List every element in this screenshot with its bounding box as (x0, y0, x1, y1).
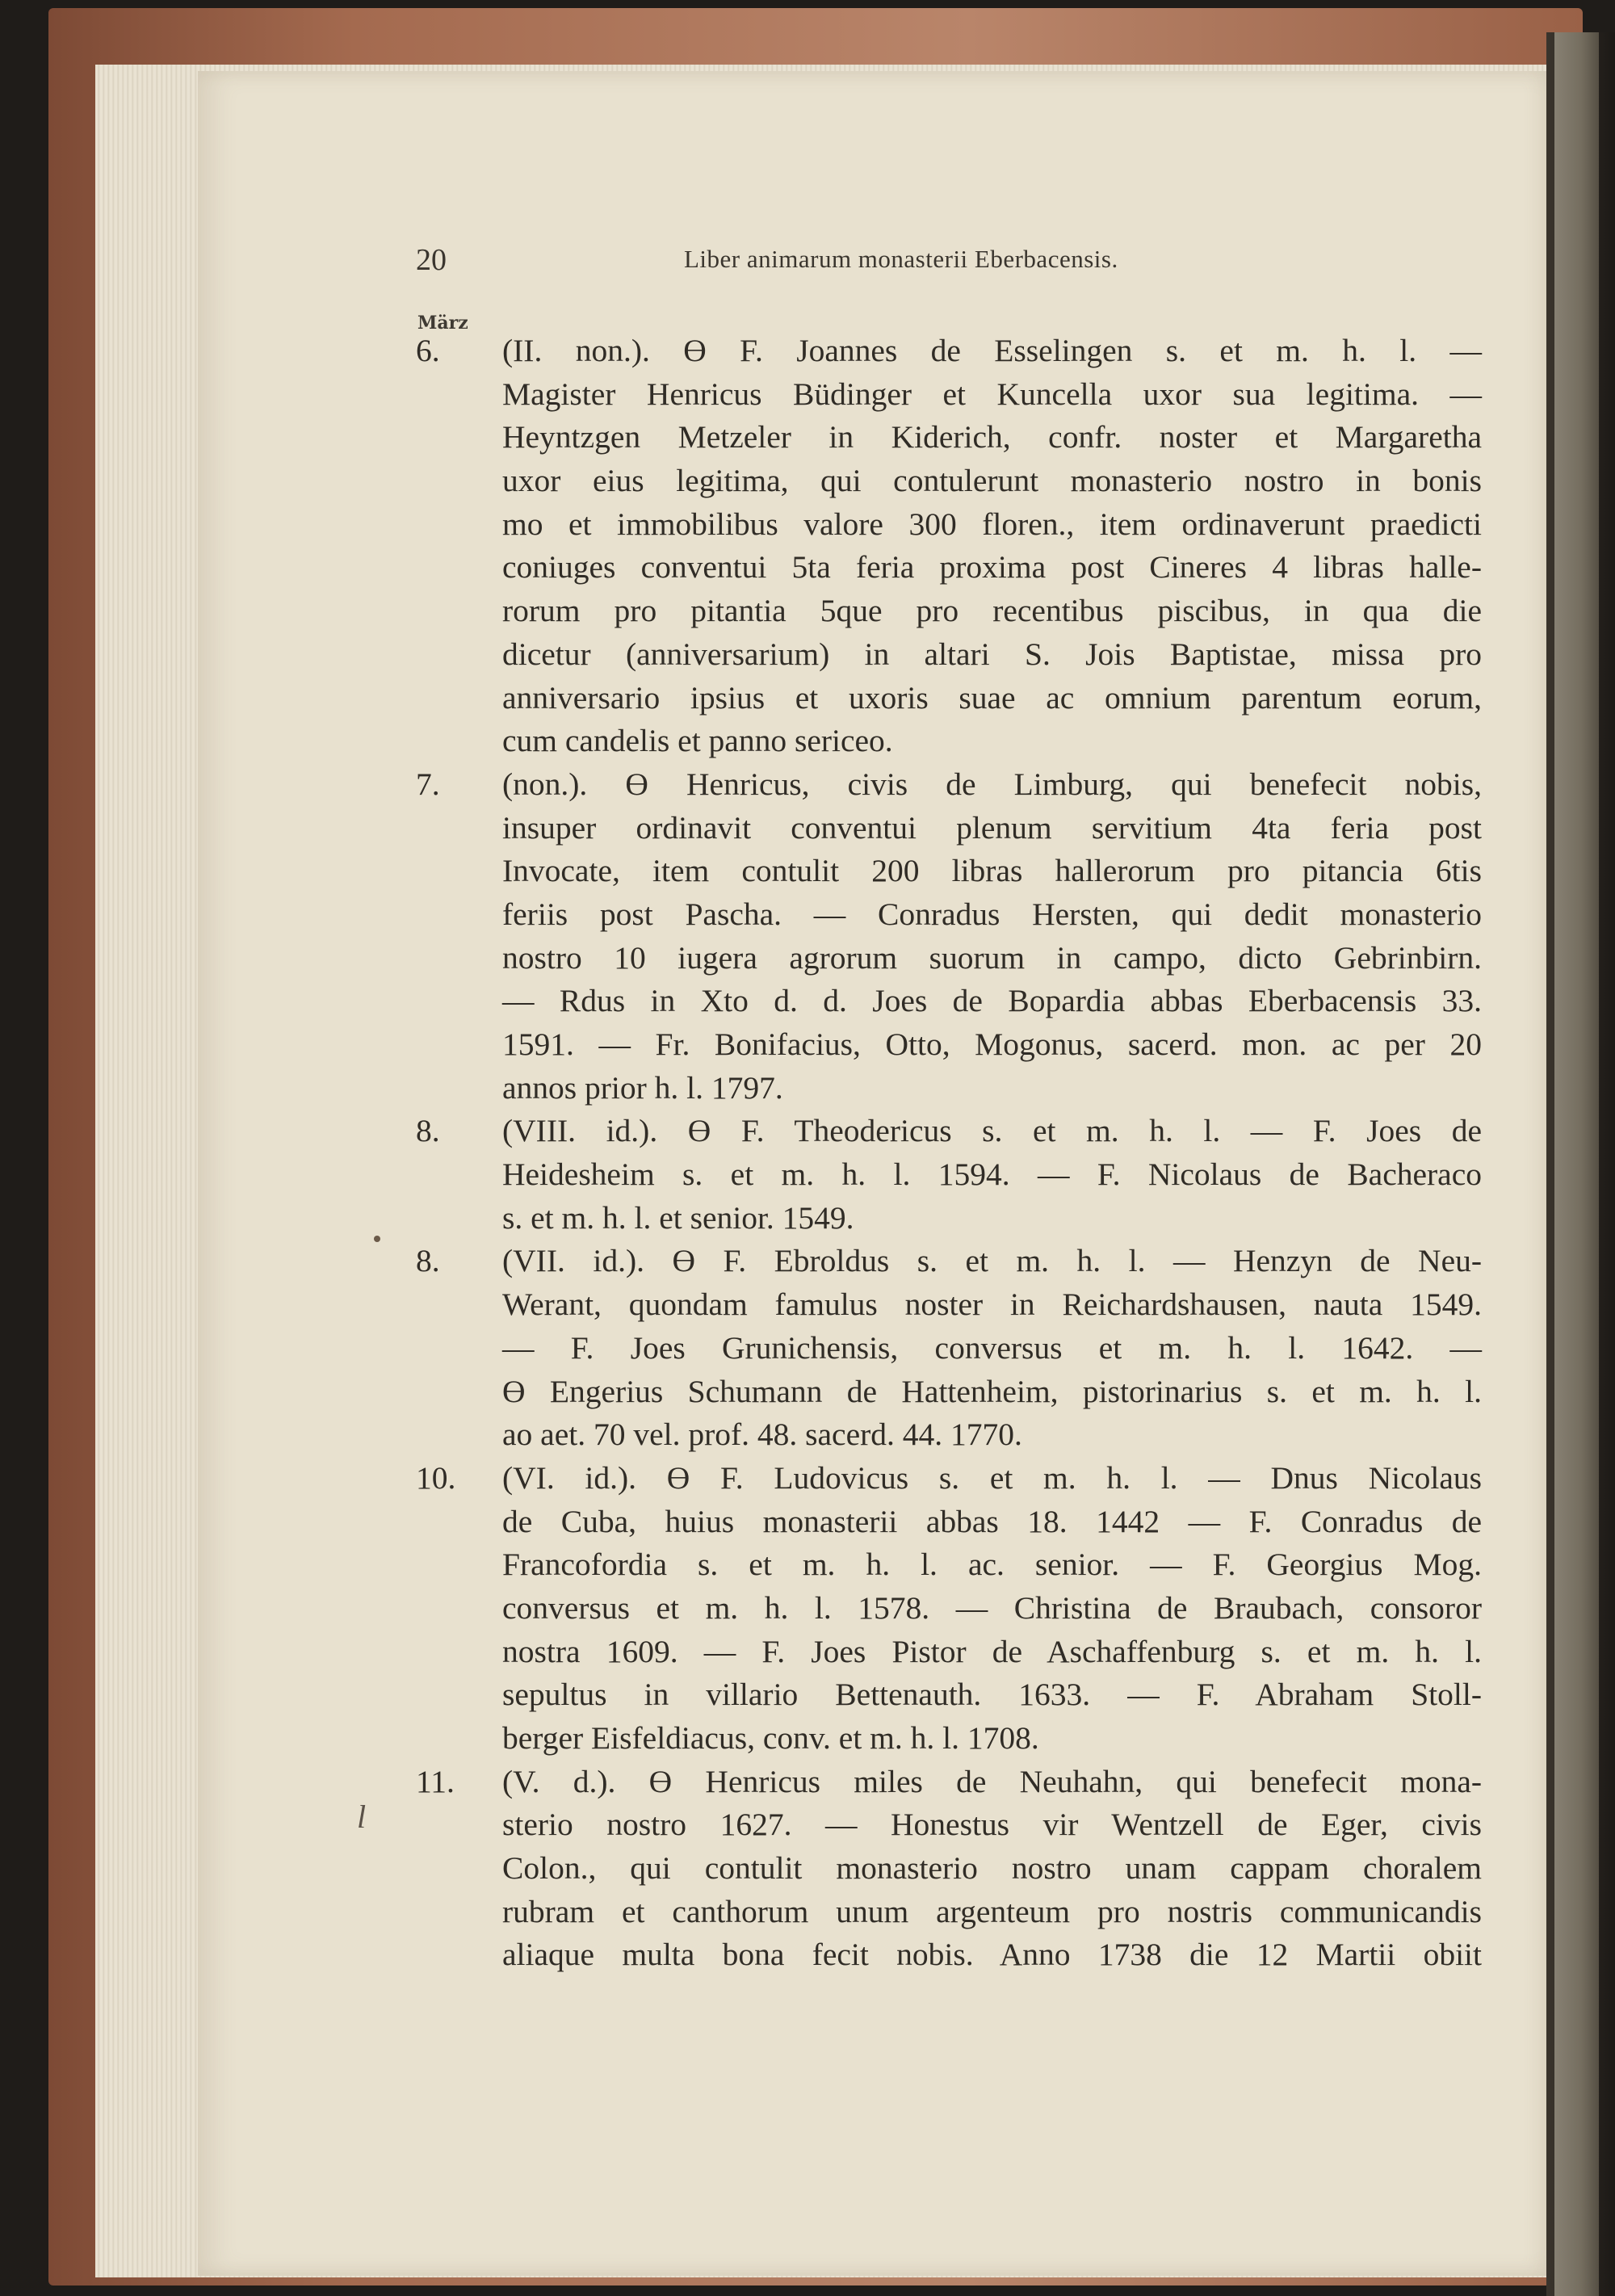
entry-line-text: (non.). ϴ Henricus, civis de Limburg, qui benefecit nobis, (502, 766, 1482, 802)
text-line (416, 460, 1482, 503)
entry-day-number: 6. (416, 333, 440, 368)
entry-line-text: 1591. — Fr. Bonifacius, Otto, Mogonus, sacerd. mon. ac per 20 (502, 1026, 1482, 1062)
entry-line-text: Francofordia s. et m. h. l. ac. senior. — F. Georgius Mog. (502, 1547, 1482, 1583)
entry-line-text: insuper ordinavit conventui plenum servitium 4ta feria post (502, 809, 1482, 846)
entry-line-text: feriis post Pascha. — Conradus Hersten, qui dedit monasterio (502, 896, 1482, 932)
entry-line-text: coniuges conventui 5ta feria proxima post Cineres 4 libras halle- (502, 549, 1482, 586)
text-line (416, 1761, 1482, 1804)
text-line (416, 893, 1482, 937)
text-line (416, 1717, 1482, 1761)
text-line (416, 1153, 1482, 1197)
text-line (416, 980, 1482, 1023)
text-line (416, 1587, 1482, 1631)
entry-line-text: conversus et m. h. l. 1578. — Christina de Braubach, consoror (502, 1589, 1482, 1626)
text-line (416, 937, 1482, 980)
text-line (416, 373, 1482, 417)
entry-line-text: (VIII. id.). ϴ F. Theodericus s. et m. h. l. — F. Joes de (502, 1113, 1482, 1149)
text-line (416, 590, 1482, 633)
text-line (416, 1891, 1482, 1934)
text-line (416, 763, 1482, 807)
entry-line-text: — Rdus in Xto d. d. Joes de Bopardia abbas Eberbacensis 33. (502, 983, 1482, 1019)
text-line (416, 546, 1482, 590)
entry-day-number: 10. (416, 1459, 456, 1496)
entry-line-text: Magister Henricus Büdinger et Kuncella uxor sua legitima. — (502, 376, 1482, 412)
text-line (416, 1501, 1482, 1544)
right-binding (1546, 32, 1615, 2296)
page-header (416, 242, 1490, 283)
text-line (416, 1370, 1482, 1414)
entry-line-text: Heidesheim s. et m. h. l. 1594. — F. Nicolaus de Bacheraco (502, 1156, 1482, 1193)
entry-line-text: nostra 1609. — F. Joes Pistor de Aschaffenburg s. et m. h. l. (502, 1633, 1482, 1669)
entry-day-number: 8. (416, 1113, 440, 1149)
text-line (416, 1933, 1482, 1977)
entry-line-text: berger Eisfeldiacus, conv. et m. h. l. 1708. (502, 1720, 1039, 1756)
entry-line-text: aliaque multa bona fecit nobis. Anno 1738 die 12 Martii obiit (502, 1937, 1482, 1973)
text-line (416, 1197, 1482, 1240)
text-line (416, 1847, 1482, 1891)
entry-day-number: 8. (416, 1243, 440, 1279)
entry-line-text: nostro 10 iugera agrorum suorum in campo, dicto Gebrinbirn. (502, 939, 1482, 976)
entry-line-text: mo et immobilibus valore 300 floren., item ordinaverunt praedicti (502, 506, 1482, 542)
running-title: Liber animarum monasterii Eberbacensis. (684, 245, 1118, 273)
text-line (416, 807, 1482, 850)
margin-annotation: l (357, 1799, 367, 1835)
page-number: 20 (416, 243, 447, 277)
month-label: März (417, 313, 468, 334)
text-line (416, 1283, 1482, 1327)
text-line (416, 850, 1482, 893)
entry-line-text: sterio nostro 1627. — Honestus vir Wentzell de Eger, civis (502, 1807, 1482, 1843)
text-line (416, 1543, 1482, 1587)
entry-line-text: — F. Joes Grunichensis, conversus et m. h. l. 1642. — (502, 1329, 1482, 1366)
entry-line-text: (VI. id.). ϴ F. Ludovicus s. et m. h. l. — Dnus Nicolaus (502, 1459, 1482, 1496)
text-line (416, 1110, 1482, 1153)
entry-line-text: (VII. id.). ϴ F. Ebroldus s. et m. h. l. — Henzyn de Neu- (502, 1243, 1482, 1279)
text-line (416, 1240, 1482, 1283)
entry-line-text: s. et m. h. l. et senior. 1549. (502, 1199, 854, 1236)
entry-line-text: ϴ Engerius Schumann de Hattenheim, pistorinarius s. et m. h. l. (502, 1373, 1482, 1409)
text-line (416, 329, 1482, 373)
entry-line-text: Colon., qui contulit monasterio nostro unam cappam choralem (502, 1850, 1482, 1887)
entry-day-number: 7. (416, 766, 440, 802)
entry-line-text: rubram et canthorum unum argenteum pro nostris communicandis (502, 1893, 1482, 1929)
text-line (416, 1631, 1482, 1674)
entry-line-text: rorum pro pitantia 5que pro recentibus piscibus, in qua die (502, 593, 1482, 629)
text-line (416, 720, 1482, 763)
text-line (416, 1327, 1482, 1370)
entry-line-text: Invocate, item contulit 200 libras hallerorum pro pitancia 6tis (502, 853, 1482, 889)
text-line (416, 1413, 1482, 1457)
entry-line-text: (II. non.). ϴ F. Joannes de Esselingen s. et m. h. l. — (502, 333, 1482, 368)
binding-strip (1554, 32, 1599, 2296)
entry-line-text: Heyntzgen Metzeler in Kiderich, confr. noster et Margaretha (502, 419, 1482, 455)
ink-dot (374, 1236, 380, 1242)
text-line (416, 677, 1482, 720)
text-line (416, 1067, 1482, 1110)
text-line (416, 633, 1482, 677)
entry-line-text: anniversario ipsius et uxoris suae ac omnium parentum eorum, (502, 679, 1482, 716)
entry-line-text: de Cuba, huius monasterii abbas 18. 1442 — F. Conradus de (502, 1503, 1482, 1539)
entry-line-text: ao aet. 70 vel. prof. 48. sacerd. 44. 1770. (502, 1417, 1022, 1453)
entry-day-number: 11. (416, 1763, 455, 1799)
entry-text-block (416, 329, 1482, 1977)
text-line (416, 1457, 1482, 1501)
entry-line-text: Werant, quondam famulus noster in Reichardshausen, nauta 1549. (502, 1287, 1482, 1323)
entry-line-text: (V. d.). ϴ Henricus miles de Neuhahn, qui benefecit mona- (502, 1763, 1482, 1799)
entry-line-text: dicetur (anniversarium) in altari S. Jois Baptistae, missa pro (502, 636, 1482, 672)
text-line (416, 503, 1482, 547)
text-line (416, 1803, 1482, 1847)
entry-line-text: sepultus in villario Bettenauth. 1633. — F. Abraham Stoll- (502, 1677, 1482, 1713)
entry-line-text: annos prior h. l. 1797. (502, 1069, 783, 1106)
entry-line-text: cum candelis et panno sericeo. (502, 723, 893, 759)
entry-line-text: uxor eius legitima, qui contulerunt monasterio nostro in bonis (502, 463, 1482, 499)
text-line (416, 416, 1482, 460)
text-line (416, 1023, 1482, 1067)
text-line (416, 1673, 1482, 1717)
